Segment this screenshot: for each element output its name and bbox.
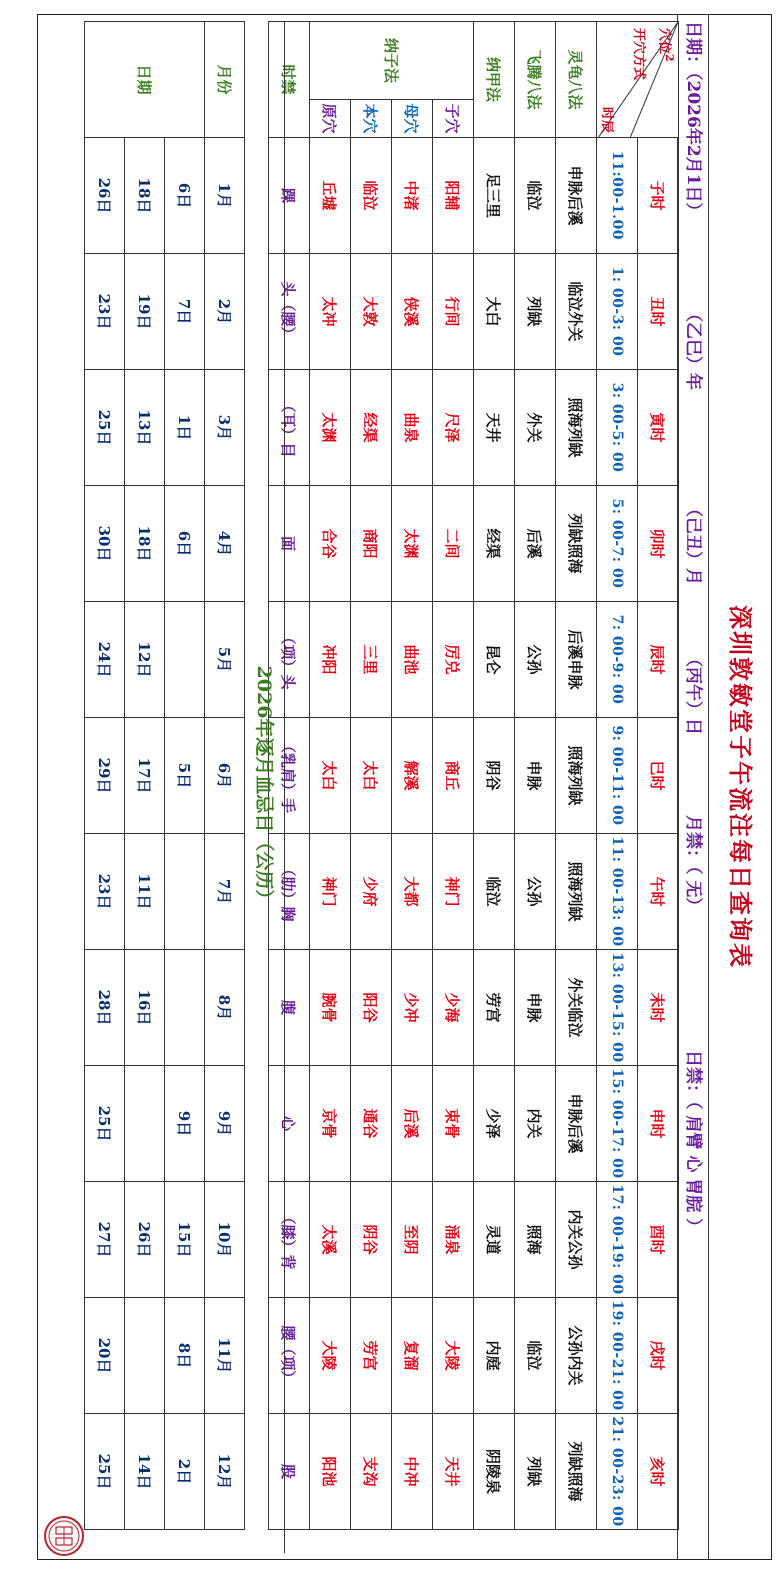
blood-date-cell: 1日 bbox=[165, 370, 205, 486]
blood-month-cell: 4月 bbox=[205, 486, 245, 602]
shijin-cell: （乳肩）手 bbox=[269, 718, 310, 834]
time-cell: 5: 00-7: 00 bbox=[597, 486, 638, 602]
nazi-ben-cell: 临泣 bbox=[351, 138, 392, 254]
nazi-zi-row bbox=[433, 22, 474, 1530]
nazi-ben-cell: 阴谷 bbox=[351, 1182, 392, 1298]
blood-date-cell bbox=[165, 602, 205, 718]
hour-cell: 申时 bbox=[638, 1066, 679, 1182]
blood-date-cell bbox=[125, 1298, 165, 1414]
blood-date-cell: 18日 bbox=[125, 138, 165, 254]
hour-row bbox=[638, 22, 679, 1530]
blood-date-cell: 19日 bbox=[125, 254, 165, 370]
info-month-taboo: 月禁：（ 无） bbox=[683, 815, 703, 915]
linggui-cell: 公孙内关 bbox=[556, 1298, 597, 1414]
blood-month-cell: 6月 bbox=[205, 718, 245, 834]
najia-cell: 天井 bbox=[474, 370, 515, 486]
feiteng-cell: 内关 bbox=[515, 1066, 556, 1182]
nazi-zi-cell: 束骨 bbox=[433, 1066, 474, 1182]
acupoint-table bbox=[268, 21, 679, 1530]
nazi-ben-cell: 大敦 bbox=[351, 254, 392, 370]
blood-date-cell: 17日 bbox=[125, 718, 165, 834]
blood-date-row bbox=[85, 22, 125, 1530]
nazi-zi-cell: 二间 bbox=[433, 486, 474, 602]
blood-date-cell: 30日 bbox=[85, 486, 125, 602]
hour-cell: 戌时 bbox=[638, 1298, 679, 1414]
time-cell: 15: 00-17: 00 bbox=[597, 1066, 638, 1182]
nazi-zi-cell: 商丘 bbox=[433, 718, 474, 834]
blood-date-cell: 26日 bbox=[125, 1182, 165, 1298]
feiteng-cell: 后溪 bbox=[515, 486, 556, 602]
nazi-yuan-cell: 太冲 bbox=[310, 254, 351, 370]
hour-cell: 丑时 bbox=[638, 254, 679, 370]
najia-cell: 经渠 bbox=[474, 486, 515, 602]
blood-date-cell: 25日 bbox=[85, 370, 125, 486]
hour-cell: 辰时 bbox=[638, 602, 679, 718]
nazi-ben-cell: 三里 bbox=[351, 602, 392, 718]
shijin-label: 时禁 bbox=[269, 22, 310, 138]
blood-date-cell: 9日 bbox=[165, 1066, 205, 1182]
nazi-mu-row bbox=[392, 22, 433, 1530]
blood-month-cell: 9月 bbox=[205, 1066, 245, 1182]
shijin-cell: （肋）胸 bbox=[269, 834, 310, 950]
feiteng-cell: 申脉 bbox=[515, 950, 556, 1066]
blood-date-cell: 23日 bbox=[85, 834, 125, 950]
blood-month-cell: 12月 bbox=[205, 1414, 245, 1530]
blood-date-label: 日期 bbox=[85, 22, 205, 138]
blood-date-cell: 28日 bbox=[85, 950, 125, 1066]
nazi-zi-cell: 厉兑 bbox=[433, 602, 474, 718]
time-cell: 9: 00-11: 00 bbox=[597, 718, 638, 834]
nazi-mu-cell: 少冲 bbox=[392, 950, 433, 1066]
najia-cell: 灵道 bbox=[474, 1182, 515, 1298]
blood-month-cell: 2月 bbox=[205, 254, 245, 370]
time-cell: 13: 00-15: 00 bbox=[597, 950, 638, 1066]
nazi-zi-cell: 天井 bbox=[433, 1414, 474, 1530]
time-row bbox=[597, 22, 638, 1530]
shijin-cell: （项）头 bbox=[269, 602, 310, 718]
hour-cell: 卯时 bbox=[638, 486, 679, 602]
nazi-ben-cell: 经渠 bbox=[351, 370, 392, 486]
feiteng-cell: 公孙 bbox=[515, 834, 556, 950]
info-bar bbox=[677, 15, 709, 1559]
blood-month-label: 月份 bbox=[205, 22, 245, 138]
nazi-yuan-cell: 神门 bbox=[310, 834, 351, 950]
nazi-ben-cell: 劳宫 bbox=[351, 1298, 392, 1414]
nazi-mu-cell: 至阴 bbox=[392, 1182, 433, 1298]
blood-date-cell: 20日 bbox=[85, 1298, 125, 1414]
najia-cell: 少泽 bbox=[474, 1066, 515, 1182]
blood-date-cell: 2日 bbox=[165, 1414, 205, 1530]
diag-label-sub: 2 bbox=[663, 54, 676, 62]
time-cell: 7: 00-9: 00 bbox=[597, 602, 638, 718]
info-year: （乙巳）年 bbox=[683, 305, 703, 390]
nazi-zi-cell: 神门 bbox=[433, 834, 474, 950]
nazi-ben-cell: 少府 bbox=[351, 834, 392, 950]
feiteng-cell: 临泣 bbox=[515, 138, 556, 254]
nazi-zi-cell: 涌泉 bbox=[433, 1182, 474, 1298]
linggui-cell: 列缺照海 bbox=[556, 1414, 597, 1530]
linggui-cell: 列缺照海 bbox=[556, 486, 597, 602]
feiteng-cell: 列缺 bbox=[515, 254, 556, 370]
linggui-cell: 照海列缺 bbox=[556, 834, 597, 950]
shijin-cell: 踝 bbox=[269, 138, 310, 254]
hour-cell: 子时 bbox=[638, 138, 679, 254]
linggui-cell: 临泣外关 bbox=[556, 254, 597, 370]
blood-date-cell: 13日 bbox=[125, 370, 165, 486]
blood-date-cell: 26日 bbox=[85, 138, 125, 254]
linggui-cell: 内关公孙 bbox=[556, 1182, 597, 1298]
blood-month-row bbox=[205, 22, 245, 1530]
nazi-zi-label: 子穴 bbox=[433, 100, 474, 138]
blood-date-cell: 18日 bbox=[125, 486, 165, 602]
feiteng-cell: 列缺 bbox=[515, 1414, 556, 1530]
blood-date-cell: 25日 bbox=[85, 1414, 125, 1530]
blood-taboo-table bbox=[84, 21, 245, 1530]
blood-date-cell: 15日 bbox=[165, 1182, 205, 1298]
hour-cell: 巳时 bbox=[638, 718, 679, 834]
linggui-cell: 申脉后溪 bbox=[556, 1066, 597, 1182]
time-cell: 3: 00-5: 00 bbox=[597, 370, 638, 486]
blood-month-cell: 11月 bbox=[205, 1298, 245, 1414]
blood-date-cell: 7日 bbox=[165, 254, 205, 370]
najia-cell: 昆仑 bbox=[474, 602, 515, 718]
nazi-zi-cell: 尺泽 bbox=[433, 370, 474, 486]
nazi-label: 纳子法 bbox=[310, 22, 474, 100]
nazi-ben-label: 本穴 bbox=[351, 100, 392, 138]
najia-label: 纳甲法 bbox=[474, 22, 515, 138]
nazi-yuan-cell: 丘墟 bbox=[310, 138, 351, 254]
nazi-yuan-label: 原穴 bbox=[310, 100, 351, 138]
diag-label-hour: 时辰 bbox=[599, 106, 614, 133]
blood-date-cell: 14日 bbox=[125, 1414, 165, 1530]
nazi-yuan-cell: 合谷 bbox=[310, 486, 351, 602]
najia-cell: 内庭 bbox=[474, 1298, 515, 1414]
feiteng-cell: 照海 bbox=[515, 1182, 556, 1298]
blood-date-cell: 5日 bbox=[165, 718, 205, 834]
time-cell: 21: 00-23: 00 bbox=[597, 1414, 638, 1530]
nazi-mu-cell: 曲池 bbox=[392, 602, 433, 718]
time-cell: 11: 00-13: 00 bbox=[597, 834, 638, 950]
header-diagonal-cell bbox=[597, 22, 679, 138]
blood-month-cell: 8月 bbox=[205, 950, 245, 1066]
hour-cell: 酉时 bbox=[638, 1182, 679, 1298]
nazi-yuan-cell: 冲阳 bbox=[310, 602, 351, 718]
blood-date-cell: 16日 bbox=[125, 950, 165, 1066]
nazi-zi-cell: 行间 bbox=[433, 254, 474, 370]
nazi-ben-cell: 阳谷 bbox=[351, 950, 392, 1066]
shijin-cell: （耳）目 bbox=[269, 370, 310, 486]
nazi-yuan-cell: 腕骨 bbox=[310, 950, 351, 1066]
linggui-label: 灵龟八法 bbox=[556, 22, 597, 138]
info-month: （己丑）月 bbox=[683, 500, 703, 585]
linggui-cell: 照海列缺 bbox=[556, 370, 597, 486]
shijin-cell: 面 bbox=[269, 486, 310, 602]
feiteng-cell: 临泣 bbox=[515, 1298, 556, 1414]
blood-month-cell: 7月 bbox=[205, 834, 245, 950]
hour-cell: 寅时 bbox=[638, 370, 679, 486]
hour-cell: 未时 bbox=[638, 950, 679, 1066]
nazi-yuan-cell: 阳池 bbox=[310, 1414, 351, 1530]
najia-cell: 大白 bbox=[474, 254, 515, 370]
blood-date-row bbox=[165, 22, 205, 1530]
linggui-row bbox=[556, 22, 597, 1530]
info-date: 日期：（2026年2月1日） bbox=[683, 21, 703, 220]
blood-date-cell: 12日 bbox=[125, 602, 165, 718]
diag-label-acupoint-text: 穴位 bbox=[656, 28, 672, 55]
nazi-mu-cell: 解溪 bbox=[392, 718, 433, 834]
feiteng-row bbox=[515, 22, 556, 1530]
nazi-mu-label: 母穴 bbox=[392, 100, 433, 138]
time-cell: 17: 00-19: 00 bbox=[597, 1182, 638, 1298]
nazi-zi-cell: 阳辅 bbox=[433, 138, 474, 254]
najia-cell: 劳宫 bbox=[474, 950, 515, 1066]
blood-date-cell bbox=[125, 1066, 165, 1182]
info-day-taboo: 日禁：（ 肩臂 心 胃脘 ） bbox=[683, 1050, 703, 1236]
blood-date-cell: 29日 bbox=[85, 718, 125, 834]
blood-date-cell: 27日 bbox=[85, 1182, 125, 1298]
nazi-ben-cell: 太白 bbox=[351, 718, 392, 834]
time-cell: 11:00-1.00 bbox=[597, 138, 638, 254]
nazi-mu-cell: 曲泉 bbox=[392, 370, 433, 486]
seal-stamp-icon bbox=[43, 1515, 85, 1557]
nazi-mu-cell: 侠溪 bbox=[392, 254, 433, 370]
shijin-cell: 心 bbox=[269, 1066, 310, 1182]
linggui-cell: 申脉后溪 bbox=[556, 138, 597, 254]
najia-row bbox=[474, 22, 515, 1530]
shijin-cell: 股 bbox=[269, 1414, 310, 1530]
feiteng-cell: 外关 bbox=[515, 370, 556, 486]
blood-date-cell: 6日 bbox=[165, 138, 205, 254]
hour-cell: 亥时 bbox=[638, 1414, 679, 1530]
nazi-ben-cell: 商阳 bbox=[351, 486, 392, 602]
diag-label-acupoint bbox=[657, 28, 676, 62]
blood-date-cell bbox=[165, 834, 205, 950]
nazi-mu-cell: 大都 bbox=[392, 834, 433, 950]
time-cell: 1: 00-3: 00 bbox=[597, 254, 638, 370]
blood-date-cell bbox=[165, 950, 205, 1066]
nazi-yuan-row bbox=[310, 22, 351, 1530]
hour-cell: 午时 bbox=[638, 834, 679, 950]
linggui-cell: 照海列缺 bbox=[556, 718, 597, 834]
feiteng-cell: 公孙 bbox=[515, 602, 556, 718]
najia-cell: 临泣 bbox=[474, 834, 515, 950]
page-title: 深圳敦敏堂子午流注每日查询表 bbox=[726, 605, 755, 969]
blood-date-cell: 6日 bbox=[165, 486, 205, 602]
nazi-mu-cell: 中渚 bbox=[392, 138, 433, 254]
nazi-yuan-cell: 太白 bbox=[310, 718, 351, 834]
nazi-yuan-cell: 太渊 bbox=[310, 370, 351, 486]
najia-cell: 阴谷 bbox=[474, 718, 515, 834]
shijin-cell: （膝）背 bbox=[269, 1182, 310, 1298]
shijin-cell: 头（腰） bbox=[269, 254, 310, 370]
blood-month-cell: 3月 bbox=[205, 370, 245, 486]
nazi-yuan-cell: 京骨 bbox=[310, 1066, 351, 1182]
blood-date-cell: 11日 bbox=[125, 834, 165, 950]
blood-date-cell: 25日 bbox=[85, 1066, 125, 1182]
blood-date-row bbox=[125, 22, 165, 1530]
nazi-ben-cell: 通谷 bbox=[351, 1066, 392, 1182]
diag-label-method: 开穴方式 bbox=[631, 28, 646, 81]
blood-date-cell: 8日 bbox=[165, 1298, 205, 1414]
blood-date-cell: 23日 bbox=[85, 254, 125, 370]
blood-month-cell: 1月 bbox=[205, 138, 245, 254]
nazi-yuan-cell: 大陵 bbox=[310, 1298, 351, 1414]
nazi-zi-cell: 大陵 bbox=[433, 1298, 474, 1414]
nazi-yuan-cell: 太溪 bbox=[310, 1182, 351, 1298]
feiteng-cell: 申脉 bbox=[515, 718, 556, 834]
nazi-mu-cell: 复溜 bbox=[392, 1298, 433, 1414]
shijin-cell: 腹 bbox=[269, 950, 310, 1066]
najia-cell: 阴陵泉 bbox=[474, 1414, 515, 1530]
time-cell: 19: 00-21: 00 bbox=[597, 1298, 638, 1414]
nazi-mu-cell: 中冲 bbox=[392, 1414, 433, 1530]
feiteng-label: 飞腾八法 bbox=[515, 22, 556, 138]
blood-month-cell: 10月 bbox=[205, 1182, 245, 1298]
blood-month-cell: 5月 bbox=[205, 602, 245, 718]
nazi-mu-cell: 太渊 bbox=[392, 486, 433, 602]
blood-taboo-title: 2026年逐月血忌日（公历） bbox=[244, 21, 285, 1553]
linggui-cell: 后溪申脉 bbox=[556, 602, 597, 718]
linggui-cell: 外关临泣 bbox=[556, 950, 597, 1066]
nazi-ben-row bbox=[351, 22, 392, 1530]
nazi-mu-cell: 后溪 bbox=[392, 1066, 433, 1182]
nazi-ben-cell: 支沟 bbox=[351, 1414, 392, 1530]
info-day: （丙午）日 bbox=[683, 650, 703, 735]
shijin-cell: 腰（项） bbox=[269, 1298, 310, 1414]
nazi-zi-cell: 少海 bbox=[433, 950, 474, 1066]
blood-date-cell: 24日 bbox=[85, 602, 125, 718]
schedule-sheet bbox=[37, 14, 772, 1560]
najia-cell: 足三里 bbox=[474, 138, 515, 254]
